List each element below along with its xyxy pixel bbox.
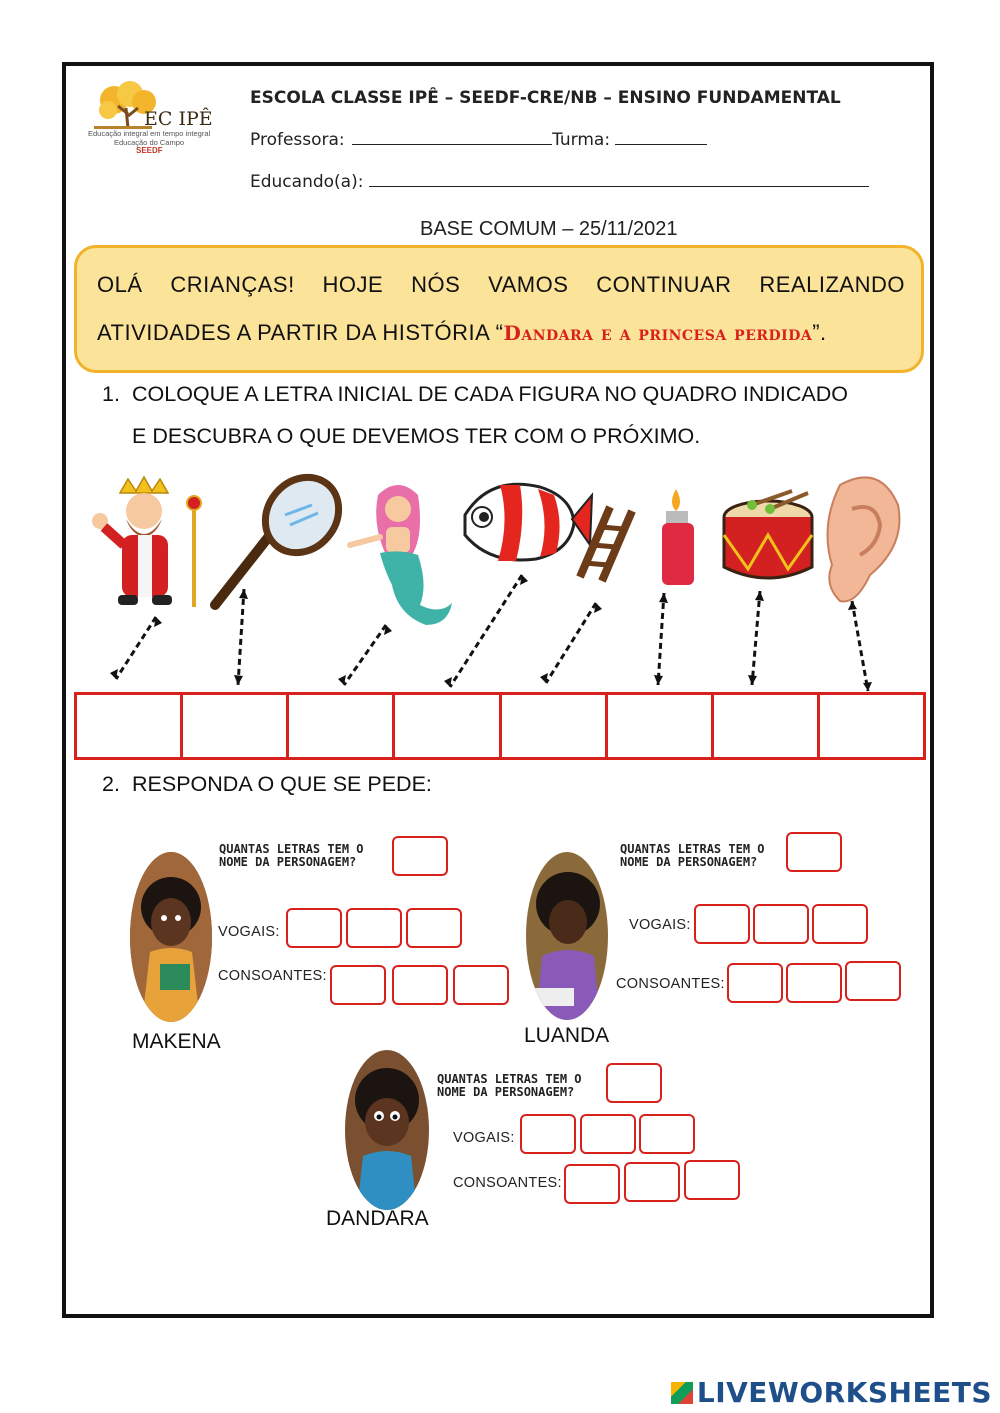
teacher-input[interactable] — [352, 143, 552, 145]
makena-consonant-box-1[interactable] — [330, 965, 386, 1005]
dandara-name: DANDARA — [326, 1207, 429, 1230]
drum-icon — [724, 491, 812, 578]
student-label: Educando(a): — [250, 172, 364, 192]
luanda-vowel-box-3[interactable] — [812, 904, 868, 944]
ear-icon — [828, 477, 900, 601]
q1-answer-row — [74, 692, 926, 760]
mirror-icon — [215, 465, 354, 605]
student-input[interactable] — [369, 185, 869, 187]
makena-vowel-box-1[interactable] — [286, 908, 342, 948]
makena-vowels-label: VOGAIS: — [218, 924, 280, 940]
luanda-vowel-box-2[interactable] — [753, 904, 809, 944]
luanda-consonant-box-3[interactable] — [845, 961, 901, 1001]
answer-box-6[interactable] — [605, 692, 714, 760]
lighter-icon — [662, 489, 694, 585]
luanda-name: LUANDA — [524, 1024, 610, 1047]
class-input[interactable] — [615, 143, 707, 145]
answer-box-2[interactable] — [180, 692, 289, 760]
makena-consonant-box-3[interactable] — [453, 965, 509, 1005]
answer-box-1[interactable] — [74, 692, 183, 760]
answer-box-7[interactable] — [711, 692, 820, 760]
q1-line-2: E DESCUBRA O QUE DEVEMOS TER COM O PRÓXIMO. — [132, 424, 701, 448]
intro-line-2-prefix: ATIVIDADES A PARTIR DA HISTÓRIA “ — [97, 320, 504, 345]
luanda-vowel-box-1[interactable] — [694, 904, 750, 944]
logo-name: EC IPÊ — [144, 108, 213, 130]
dandara-consonant-box-3[interactable] — [684, 1160, 740, 1200]
story-title: Dandara e a princesa perdida — [503, 321, 813, 345]
dandara-consonant-box-1[interactable] — [564, 1164, 620, 1204]
answer-box-4[interactable] — [392, 692, 501, 760]
luanda-count-label: QUANTAS LETRAS TEM O NOME DA PERSONAGEM? — [620, 842, 765, 869]
q2-number: 2. — [102, 772, 120, 796]
answer-box-8[interactable] — [817, 692, 926, 760]
q1-number: 1. — [102, 382, 120, 406]
dandara-count-box[interactable] — [606, 1063, 662, 1103]
dandara-consonant-box-2[interactable] — [624, 1162, 680, 1202]
answer-box-5[interactable] — [499, 692, 608, 760]
fish-icon — [465, 484, 592, 561]
liveworksheets-brand: LIVEWORKSHEETS — [696, 1376, 992, 1409]
student-line — [250, 172, 869, 192]
king-icon — [92, 477, 201, 607]
q1-pictures — [80, 465, 920, 695]
luanda-consonants-label: CONSOANTES: — [616, 976, 725, 992]
intro-line-2 — [97, 320, 827, 346]
luanda-consonant-box-1[interactable] — [727, 963, 783, 1003]
mermaid-icon — [350, 485, 452, 625]
date-line: BASE COMUM – 25/11/2021 — [420, 218, 678, 240]
logo-sub2: Educação do Campo — [114, 138, 185, 147]
makena-vowel-box-3[interactable] — [406, 908, 462, 948]
q1-line-1: COLOQUE A LETRA INICIAL DE CADA FIGURA NO QUADRO INDICADO — [132, 382, 849, 406]
makena-vowel-box-2[interactable] — [346, 908, 402, 948]
teacher-label: Professora: — [250, 130, 345, 150]
logo-sub1: Educação integral em tempo integral — [88, 129, 211, 138]
dandara-portrait — [345, 1050, 429, 1210]
makena-count-box[interactable] — [392, 836, 448, 876]
answer-box-3[interactable] — [286, 692, 395, 760]
school-logo — [86, 78, 231, 158]
class-label: Turma: — [552, 130, 611, 150]
dandara-vowel-box-1[interactable] — [520, 1114, 576, 1154]
dandara-vowel-box-2[interactable] — [580, 1114, 636, 1154]
q2-text: RESPONDA O QUE SE PEDE: — [132, 772, 432, 796]
makena-name: MAKENA — [132, 1030, 221, 1053]
makena-count-label: QUANTAS LETRAS TEM O NOME DA PERSONAGEM? — [219, 842, 364, 869]
school-title: ESCOLA CLASSE IPÊ – SEEDF-CRE/NB – ENSINO FUNDAMENTAL — [250, 88, 841, 108]
makena-consonants-label: CONSOANTES: — [218, 968, 327, 984]
luanda-consonant-box-2[interactable] — [786, 963, 842, 1003]
dandara-vowel-box-3[interactable] — [639, 1114, 695, 1154]
intro-box — [74, 245, 924, 373]
logo-sub3: SEEDF — [136, 146, 163, 155]
luanda-count-box[interactable] — [786, 832, 842, 872]
dandara-vowels-label: VOGAIS: — [453, 1130, 515, 1146]
intro-line-1: OLÁ CRIANÇAS! HOJE NÓS VAMOS CONTINUAR REALIZANDO — [97, 272, 905, 297]
liveworksheets-watermark — [671, 1376, 992, 1409]
makena-consonant-box-2[interactable] — [392, 965, 448, 1005]
dandara-consonants-label: CONSOANTES: — [453, 1175, 562, 1191]
dandara-count-label: QUANTAS LETRAS TEM O NOME DA PERSONAGEM? — [437, 1072, 582, 1099]
luanda-portrait — [526, 852, 608, 1020]
liveworksheets-logo-icon — [671, 1382, 693, 1404]
luanda-vowels-label: VOGAIS: — [629, 917, 691, 933]
makena-portrait — [130, 852, 212, 1022]
teacher-line — [250, 130, 707, 150]
intro-line-2-suffix: ”. — [812, 320, 827, 345]
